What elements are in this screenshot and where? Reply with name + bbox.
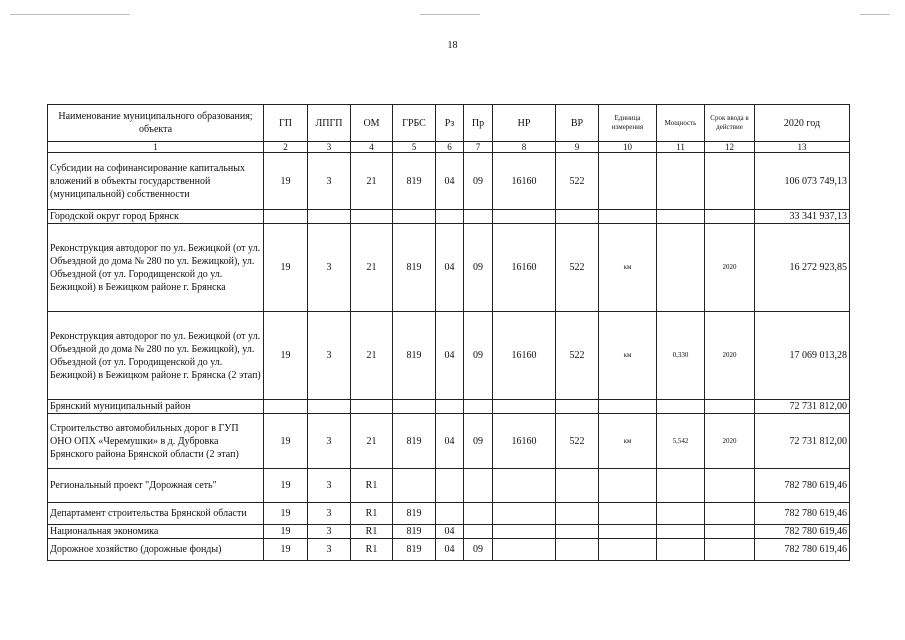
- header-cell: ГП: [264, 105, 308, 142]
- scan-artifact-line: [420, 14, 480, 15]
- amount-cell: 782 780 619,46: [755, 525, 850, 539]
- object-name-cell: Департамент строительства Брянской области: [48, 503, 264, 525]
- power-cell: [657, 503, 705, 525]
- om-cell: 21: [351, 153, 393, 210]
- unit-cell: км: [599, 224, 657, 312]
- grbs-cell: [393, 210, 436, 224]
- table-row: [48, 224, 850, 312]
- column-number-cell: 4: [351, 142, 393, 153]
- power-cell: 0,330: [657, 312, 705, 400]
- table-row: [48, 312, 850, 400]
- om-cell: [351, 210, 393, 224]
- rz-cell: 04: [436, 312, 464, 400]
- grbs-cell: 819: [393, 312, 436, 400]
- table-row: [48, 210, 850, 224]
- column-number-cell: 7: [464, 142, 493, 153]
- table-row: [48, 503, 850, 525]
- om-cell: 21: [351, 414, 393, 469]
- gp-cell: 19: [264, 525, 308, 539]
- om-cell: 21: [351, 224, 393, 312]
- lpgp-cell: 3: [308, 312, 351, 400]
- amount-cell: 72 731 812,00: [755, 400, 850, 414]
- rz-cell: [436, 210, 464, 224]
- nr-cell: [493, 469, 556, 503]
- object-name-cell: Субсидии на софинансирование капитальных вложений в объекты государственной (муниципальной) собственности: [48, 153, 264, 210]
- gp-cell: 19: [264, 414, 308, 469]
- amount-cell: 16 272 923,85: [755, 224, 850, 312]
- grbs-cell: 819: [393, 525, 436, 539]
- rz-cell: 04: [436, 153, 464, 210]
- rz-cell: [436, 503, 464, 525]
- lpgp-cell: [308, 400, 351, 414]
- column-number-cell: 5: [393, 142, 436, 153]
- column-number-cell: 10: [599, 142, 657, 153]
- table-row: [48, 469, 850, 503]
- term-cell: 2020: [705, 312, 755, 400]
- vr-cell: [556, 469, 599, 503]
- amount-cell: 782 780 619,46: [755, 503, 850, 525]
- header-cell: ГРБС: [393, 105, 436, 142]
- term-cell: [705, 153, 755, 210]
- rz-cell: 04: [436, 414, 464, 469]
- table-row: [48, 525, 850, 539]
- unit-cell: [599, 400, 657, 414]
- grbs-cell: 819: [393, 539, 436, 561]
- gp-cell: 19: [264, 153, 308, 210]
- amount-cell: 72 731 812,00: [755, 414, 850, 469]
- table-row: [48, 414, 850, 469]
- nr-cell: 16160: [493, 312, 556, 400]
- column-number-cell: 2: [264, 142, 308, 153]
- gp-cell: [264, 400, 308, 414]
- power-cell: [657, 539, 705, 561]
- scan-artifact-line: [860, 14, 890, 15]
- vr-cell: [556, 503, 599, 525]
- object-name-cell: Реконструкция автодорог по ул. Бежицкой (от ул. Объездной до дома № 280 по ул. Бежицкой), ул. Объездной (от ул. Городищенской до ул. Бежицкой) в Бежицком районе г. Брянска (2 этап): [48, 312, 264, 400]
- power-cell: [657, 469, 705, 503]
- gp-cell: 19: [264, 224, 308, 312]
- term-cell: [705, 503, 755, 525]
- gp-cell: 19: [264, 469, 308, 503]
- pr-cell: 09: [464, 539, 493, 561]
- term-cell: 2020: [705, 224, 755, 312]
- grbs-cell: [393, 400, 436, 414]
- term-cell: 2020: [705, 414, 755, 469]
- unit-cell: км: [599, 312, 657, 400]
- term-cell: [705, 539, 755, 561]
- rz-cell: 04: [436, 539, 464, 561]
- column-number-cell: 9: [556, 142, 599, 153]
- table-row: [48, 153, 850, 210]
- gp-cell: 19: [264, 312, 308, 400]
- column-number-cell: 6: [436, 142, 464, 153]
- vr-cell: 522: [556, 312, 599, 400]
- lpgp-cell: 3: [308, 153, 351, 210]
- gp-cell: 19: [264, 539, 308, 561]
- lpgp-cell: 3: [308, 414, 351, 469]
- power-cell: [657, 210, 705, 224]
- om-cell: R1: [351, 525, 393, 539]
- gp-cell: [264, 210, 308, 224]
- amount-cell: 782 780 619,46: [755, 539, 850, 561]
- header-cell: НР: [493, 105, 556, 142]
- pr-cell: 09: [464, 224, 493, 312]
- unit-cell: [599, 153, 657, 210]
- header-cell: ОМ: [351, 105, 393, 142]
- column-number-cell: 3: [308, 142, 351, 153]
- lpgp-cell: 3: [308, 469, 351, 503]
- pr-cell: [464, 210, 493, 224]
- unit-cell: [599, 469, 657, 503]
- column-number-cell: 13: [755, 142, 850, 153]
- pr-cell: [464, 503, 493, 525]
- nr-cell: 16160: [493, 153, 556, 210]
- pr-cell: [464, 525, 493, 539]
- nr-cell: 16160: [493, 224, 556, 312]
- term-cell: [705, 210, 755, 224]
- grbs-cell: 819: [393, 224, 436, 312]
- amount-cell: 782 780 619,46: [755, 469, 850, 503]
- page-number: 18: [447, 40, 458, 51]
- om-cell: 21: [351, 312, 393, 400]
- header-cell: ВР: [556, 105, 599, 142]
- table-header-row: [48, 105, 850, 142]
- table-row: [48, 539, 850, 561]
- unit-cell: [599, 210, 657, 224]
- vr-cell: [556, 210, 599, 224]
- column-number-cell: 11: [657, 142, 705, 153]
- vr-cell: 522: [556, 153, 599, 210]
- rz-cell: 04: [436, 224, 464, 312]
- pr-cell: 09: [464, 153, 493, 210]
- om-cell: R1: [351, 503, 393, 525]
- header-cell: Мощность: [657, 105, 705, 142]
- table-row: [48, 400, 850, 414]
- object-name-cell: Городской округ город Брянск: [48, 210, 264, 224]
- grbs-cell: 819: [393, 503, 436, 525]
- amount-cell: 33 341 937,13: [755, 210, 850, 224]
- unit-cell: [599, 539, 657, 561]
- nr-cell: 16160: [493, 414, 556, 469]
- term-cell: [705, 525, 755, 539]
- header-cell: Единица измерения: [599, 105, 657, 142]
- amount-cell: 106 073 749,13: [755, 153, 850, 210]
- header-cell: Рз: [436, 105, 464, 142]
- pr-cell: 09: [464, 414, 493, 469]
- column-number-row: [48, 142, 850, 153]
- grbs-cell: 819: [393, 414, 436, 469]
- column-number-cell: 8: [493, 142, 556, 153]
- unit-cell: [599, 525, 657, 539]
- rz-cell: 04: [436, 525, 464, 539]
- header-cell: Срок ввода в действие: [705, 105, 755, 142]
- header-cell: 2020 год: [755, 105, 850, 142]
- lpgp-cell: 3: [308, 525, 351, 539]
- unit-cell: км: [599, 414, 657, 469]
- term-cell: [705, 469, 755, 503]
- amount-cell: 17 069 013,28: [755, 312, 850, 400]
- vr-cell: 522: [556, 414, 599, 469]
- gp-cell: 19: [264, 503, 308, 525]
- lpgp-cell: 3: [308, 539, 351, 561]
- lpgp-cell: 3: [308, 503, 351, 525]
- budget-table: [47, 104, 850, 561]
- grbs-cell: 819: [393, 153, 436, 210]
- om-cell: R1: [351, 539, 393, 561]
- nr-cell: [493, 210, 556, 224]
- object-name-cell: Дорожное хозяйство (дорожные фонды): [48, 539, 264, 561]
- vr-cell: [556, 400, 599, 414]
- pr-cell: [464, 469, 493, 503]
- object-name-cell: Брянский муниципальный район: [48, 400, 264, 414]
- rz-cell: [436, 400, 464, 414]
- rz-cell: [436, 469, 464, 503]
- power-cell: [657, 525, 705, 539]
- unit-cell: [599, 503, 657, 525]
- term-cell: [705, 400, 755, 414]
- scan-artifact-line: [10, 14, 130, 15]
- object-name-cell: Реконструкция автодорог по ул. Бежицкой (от ул. Объездной до дома № 280 по ул. Бежицкой), ул. Объездной (от ул. Городищенской до ул. Бежицкой) в Бежицком районе г. Брянска: [48, 224, 264, 312]
- header-cell: Наименование муниципального образования; объекта: [48, 105, 264, 142]
- power-cell: [657, 153, 705, 210]
- om-cell: [351, 400, 393, 414]
- lpgp-cell: [308, 210, 351, 224]
- object-name-cell: Национальная экономика: [48, 525, 264, 539]
- nr-cell: [493, 400, 556, 414]
- column-number-cell: 1: [48, 142, 264, 153]
- nr-cell: [493, 539, 556, 561]
- object-name-cell: Строительство автомобильных дорог в ГУП ОНО ОПХ «Черемушки» в д. Дубровка Брянского района Брянской области (2 этап): [48, 414, 264, 469]
- grbs-cell: [393, 469, 436, 503]
- header-cell: ЛПГП: [308, 105, 351, 142]
- nr-cell: [493, 503, 556, 525]
- object-name-cell: Региональный проект "Дорожная сеть": [48, 469, 264, 503]
- column-number-cell: 12: [705, 142, 755, 153]
- om-cell: R1: [351, 469, 393, 503]
- vr-cell: 522: [556, 224, 599, 312]
- vr-cell: [556, 539, 599, 561]
- pr-cell: [464, 400, 493, 414]
- power-cell: [657, 224, 705, 312]
- nr-cell: [493, 525, 556, 539]
- vr-cell: [556, 525, 599, 539]
- power-cell: 5,542: [657, 414, 705, 469]
- lpgp-cell: 3: [308, 224, 351, 312]
- header-cell: Пр: [464, 105, 493, 142]
- power-cell: [657, 400, 705, 414]
- pr-cell: 09: [464, 312, 493, 400]
